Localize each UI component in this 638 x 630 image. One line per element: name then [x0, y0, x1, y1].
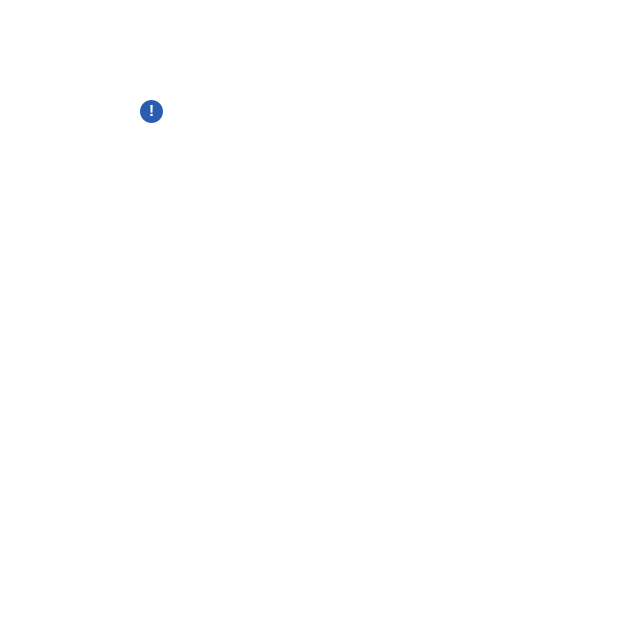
task-heading: [108, 560, 112, 576]
exclamation-icon: !: [140, 100, 163, 123]
instruction-paragraph: [108, 579, 548, 599]
